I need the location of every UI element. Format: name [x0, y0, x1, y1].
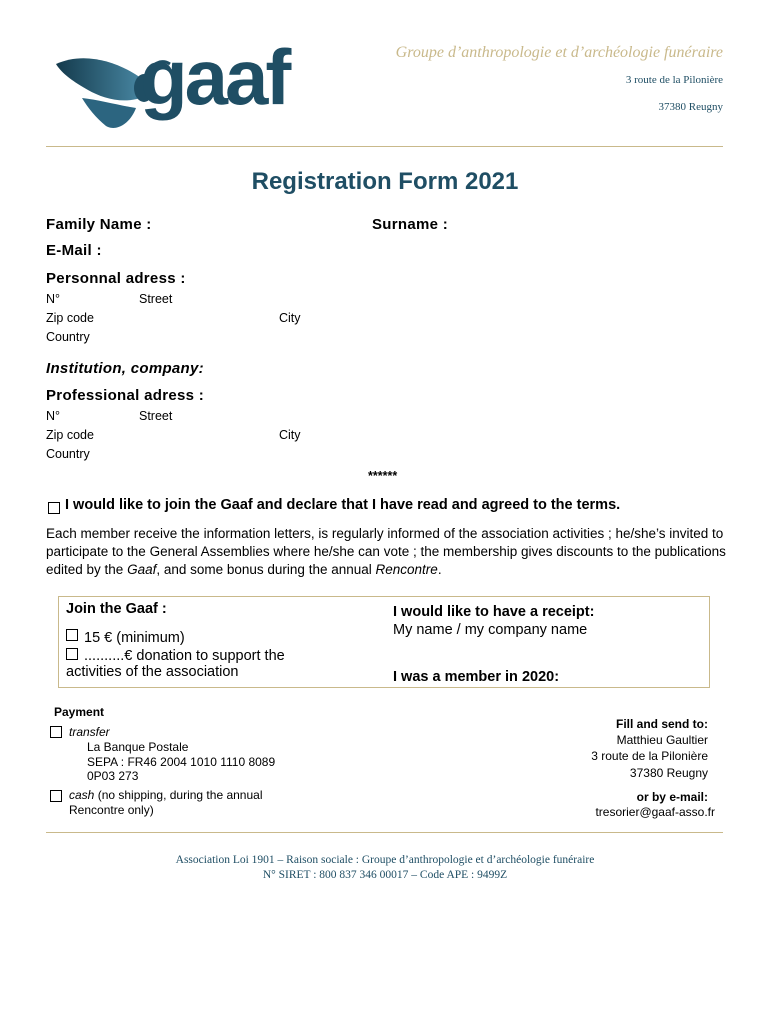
footer-line-1: Association Loi 1901 – Raison sociale : Groupe d’anthropologie et d’archéologie funéraire — [175, 854, 595, 866]
surname-label: Surname : — [372, 216, 449, 233]
receipt-title: I would like to have a receipt: — [393, 604, 595, 620]
cash-label-2: Rencontre only) — [69, 803, 154, 817]
payment-title: Payment — [54, 705, 105, 719]
amount-15-checkbox[interactable] — [66, 629, 78, 641]
family-name-label: Family Name : — [46, 216, 152, 233]
personal-no-label: N° — [46, 292, 61, 306]
amount-15-label: 15 € (minimum) — [84, 630, 185, 646]
join-title: Join the Gaaf : — [66, 601, 167, 617]
agree-label: I would like to join the Gaaf and declare that I have read and agreed to the terms. — [65, 497, 621, 513]
professional-country-label: Country — [46, 447, 90, 461]
org-name: Groupe d’anthropologie et d’archéologie funéraire — [395, 44, 723, 61]
cash-checkbox[interactable] — [50, 790, 62, 802]
bank-name: La Banque Postale — [87, 740, 189, 754]
transfer-label: transfer — [69, 725, 110, 739]
personal-city-label: City — [279, 311, 301, 325]
form-title: Registration Form 2021 — [251, 168, 519, 195]
institution-label: Institution, company: — [46, 360, 204, 377]
cash-label: cash (no shipping, during the annual — [69, 788, 263, 802]
receipt-option: My name / my company name — [393, 622, 588, 638]
sepa-line-1: SEPA : FR46 2004 1010 1110 8089 — [87, 755, 276, 769]
donation-checkbox[interactable] — [66, 648, 78, 660]
address-line-2: 37380 Reugny — [658, 101, 723, 113]
personal-country-label: Country — [46, 330, 90, 344]
send-street: 3 route de la Pilonière — [591, 749, 708, 763]
email-label: E-Mail : — [46, 242, 102, 259]
personal-address-label: Personnal adress : — [46, 270, 186, 287]
personal-zip-label: Zip code — [46, 311, 94, 325]
send-title: Fill and send to: — [616, 717, 708, 731]
donation-label-2: activities of the association — [66, 664, 239, 680]
send-city: 37380 Reugny — [629, 766, 708, 780]
personal-street-label: Street — [139, 292, 173, 306]
header-divider — [46, 146, 723, 147]
footer-line-2: N° SIRET : 800 837 346 00017 – Code APE : 9499Z — [262, 869, 508, 881]
send-name: Matthieu Gaultier — [616, 733, 708, 747]
treasurer-email: tresorier@gaaf-asso.fr — [595, 805, 715, 819]
address-line-1: 3 route de la Pilonière — [625, 74, 723, 86]
email-send-label: or by e-mail: — [636, 790, 708, 804]
donation-label: ..........€ donation to support the — [84, 648, 285, 664]
member-2020-label: I was a member in 2020: — [393, 669, 560, 685]
footer-divider — [46, 832, 723, 833]
separator: ****** — [368, 469, 398, 483]
membership-description: Each member receive the information letters, is regularly informed of the association activities ; he/she’s invited to participate to the General Assemblies where he/she can vote ; the membership gives discounts to the publications edited by the Gaaf, and some bonus during the annual Rencontre. — [46, 526, 726, 577]
logo-text: gaaf — [140, 33, 289, 121]
sepa-line-2: 0P03 273 — [87, 769, 139, 783]
professional-city-label: City — [279, 428, 301, 442]
professional-address-label: Professional adress : — [46, 387, 205, 404]
professional-no-label: N° — [46, 409, 61, 423]
transfer-checkbox[interactable] — [50, 726, 62, 738]
professional-zip-label: Zip code — [46, 428, 94, 442]
agree-checkbox[interactable] — [48, 502, 60, 514]
professional-street-label: Street — [139, 409, 173, 423]
